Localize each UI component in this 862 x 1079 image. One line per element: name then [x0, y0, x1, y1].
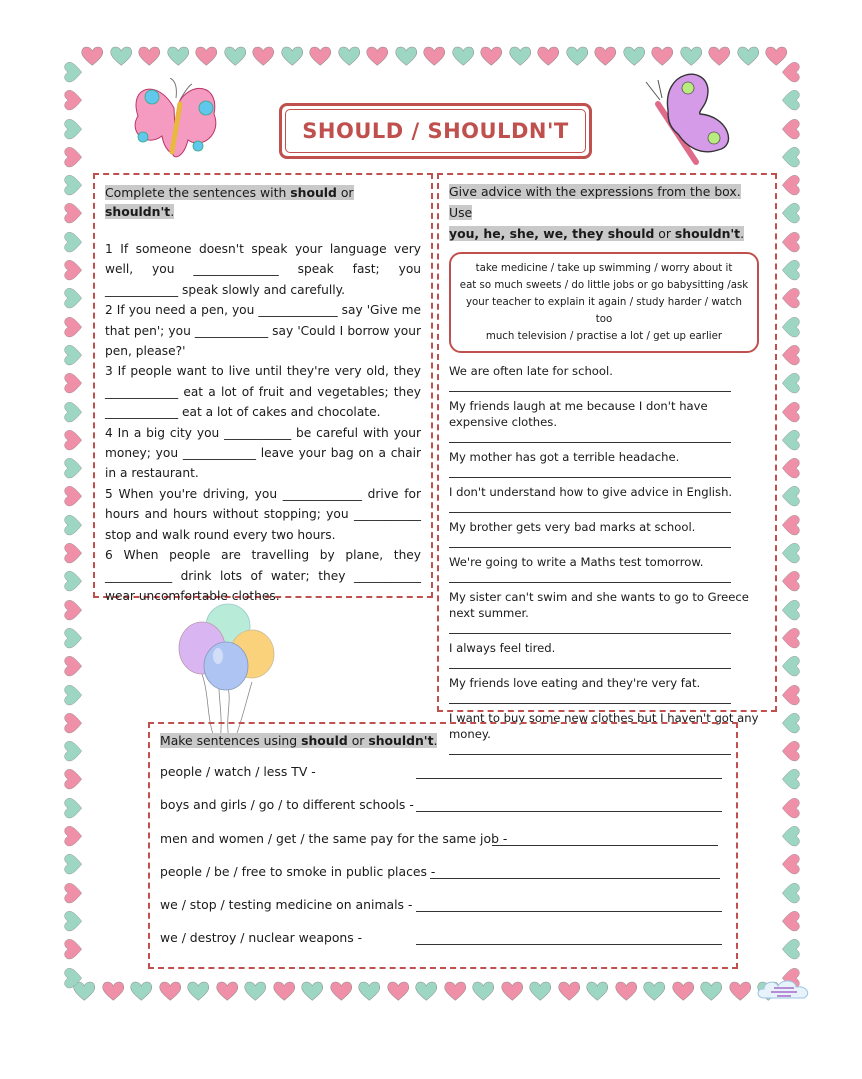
- heart-icon: [62, 935, 84, 963]
- heart-icon: [62, 482, 84, 510]
- exercise-1-item[interactable]: 5 When you're driving, you _____________ drive for hours and hours without stopping; you ___________ stop and walk round every two hours.: [105, 486, 421, 542]
- heart-icon: [780, 58, 802, 86]
- heart-icon: [780, 482, 802, 510]
- heart-icon: [583, 980, 612, 1002]
- heart-icon: [734, 45, 763, 67]
- heart-icon: [534, 45, 563, 67]
- heart-icon: [62, 624, 84, 652]
- heart-icon: [62, 850, 84, 878]
- heart-icon: [412, 980, 441, 1002]
- prompt-row: [160, 797, 722, 830]
- heart-icon: [648, 45, 677, 67]
- butterfly-pink-icon: [128, 78, 220, 166]
- heart-icon: [780, 171, 802, 199]
- heart-icon: [62, 341, 84, 369]
- exercise-1-item[interactable]: 1 If someone doesn't speak your language very well, you ______________ speak fast; you ____________ speak slowly and carefully.: [105, 242, 421, 297]
- instruction-or: or: [347, 733, 369, 748]
- instruction-line-1: Give advice with the expressions from the box. Use: [449, 184, 741, 220]
- situation-text: My friends love eating and they're very fat.: [449, 676, 701, 690]
- exercise-3-box: [148, 722, 738, 969]
- heart-icon: [99, 980, 128, 1002]
- exercise-1-item[interactable]: 4 In a big city you ___________ be careful with your money; you ____________ leave your bag on a chair in a restaurant.: [105, 425, 421, 481]
- situation-item: [449, 519, 767, 548]
- heart-icon: [306, 45, 335, 67]
- heart-icon: [392, 45, 421, 67]
- butterfly-purple-icon: [638, 70, 734, 166]
- heart-icon: [780, 765, 802, 793]
- situation-text: We're going to write a Maths test tomorrow.: [449, 555, 704, 569]
- heart-icon: [384, 980, 413, 1002]
- situation-item: [449, 640, 767, 669]
- exercise-2-instruction: [449, 181, 767, 244]
- situation-item: [449, 675, 767, 704]
- heart-icon: [780, 596, 802, 624]
- cloud-logo-icon: [756, 978, 812, 1004]
- heart-icon: [164, 45, 193, 67]
- heart-icon: [563, 45, 592, 67]
- heart-icon: [780, 228, 802, 256]
- heart-icon: [780, 511, 802, 539]
- heart-icon: [62, 652, 84, 680]
- heart-icon: [62, 58, 84, 86]
- heart-icon: [612, 980, 641, 1002]
- instruction-pronouns: you, he, she, we, they should: [449, 226, 655, 241]
- situation-item: [449, 363, 767, 392]
- word-box-line: much television / practise a lot / get up earlier: [485, 331, 723, 342]
- answer-line[interactable]: [449, 430, 731, 443]
- situation-item: [449, 554, 767, 583]
- heart-icon: [62, 454, 84, 482]
- heart-icon: [62, 737, 84, 765]
- heart-icon: [62, 398, 84, 426]
- heart-icon: [780, 115, 802, 143]
- heart-icon: [780, 454, 802, 482]
- situation-text: We are often late for school.: [449, 364, 613, 378]
- heart-icon: [62, 765, 84, 793]
- exercise-3-instruction: [160, 730, 722, 750]
- heart-icon: [780, 256, 802, 284]
- heart-icon: [506, 45, 535, 67]
- instruction-shouldnt: shouldn't: [105, 204, 171, 219]
- instruction-end: .: [170, 204, 175, 219]
- prompt-text: people / be / free to smoke in public places -: [160, 863, 436, 879]
- heart-icon: [726, 980, 755, 1002]
- heart-icon: [62, 794, 84, 822]
- prompt-text: men and women / get / the same pay for the same job -: [160, 830, 508, 846]
- situation-item: [449, 398, 767, 443]
- heart-icon: [62, 86, 84, 114]
- heart-icon: [62, 284, 84, 312]
- heart-icon: [441, 980, 470, 1002]
- heart-icon: [62, 681, 84, 709]
- situation-text: I want to buy some new clothes but I haven't got any money.: [449, 711, 759, 741]
- heart-icon: [449, 45, 478, 67]
- heart-icon: [780, 284, 802, 312]
- heart-icon: [669, 980, 698, 1002]
- heart-icon: [156, 980, 185, 1002]
- heart-icon: [420, 45, 449, 67]
- heart-icon: [62, 596, 84, 624]
- situation-text: My mother has got a terrible headache.: [449, 450, 680, 464]
- answer-line[interactable]: [449, 570, 731, 583]
- heart-border-right: [780, 58, 802, 992]
- heart-icon: [780, 652, 802, 680]
- title-inner-frame: [285, 109, 586, 153]
- situation-text: My brother gets very bad marks at school.: [449, 520, 696, 534]
- exercise-2-box: [437, 173, 777, 741]
- situation-text: I don't understand how to give advice in English.: [449, 485, 733, 499]
- exercise-1-item[interactable]: 3 If people want to live until they're very old, they ____________ eat a lot of fruit and vegetables; they ____________ eat a lot of cakes and chocolate.: [105, 364, 421, 420]
- heart-icon: [780, 681, 802, 709]
- heart-icon: [780, 143, 802, 171]
- word-box-line: your teacher to explain it again / study harder / watch too: [466, 297, 742, 325]
- page-title: SHOULD / SHOULDN'T: [302, 119, 569, 143]
- heart-icon: [62, 199, 84, 227]
- heart-icon: [640, 980, 669, 1002]
- heart-icon: [780, 398, 802, 426]
- heart-icon: [555, 980, 584, 1002]
- answer-line[interactable]: [492, 845, 718, 846]
- heart-icon: [355, 980, 384, 1002]
- heart-icon: [62, 879, 84, 907]
- situation-item: [449, 484, 767, 513]
- answer-line[interactable]: [416, 944, 722, 945]
- instruction-shouldnt: shouldn't: [368, 733, 434, 748]
- heart-border-left: [62, 58, 84, 992]
- heart-icon: [780, 567, 802, 595]
- heart-icon: [62, 228, 84, 256]
- heart-icon: [335, 45, 364, 67]
- heart-icon: [62, 426, 84, 454]
- answer-line[interactable]: [416, 778, 722, 779]
- prompt-row: [160, 764, 722, 797]
- answer-line[interactable]: [416, 811, 722, 812]
- heart-icon: [780, 539, 802, 567]
- instruction-or: or: [336, 185, 354, 200]
- heart-icon: [780, 907, 802, 935]
- heart-border-bottom: [70, 980, 783, 1002]
- answer-line[interactable]: [449, 621, 731, 634]
- prompt-row: [160, 930, 722, 963]
- heart-icon: [780, 369, 802, 397]
- heart-icon: [62, 511, 84, 539]
- heart-icon: [780, 709, 802, 737]
- situation-text: My friends laugh at me because I don't have expensive clothes.: [449, 399, 708, 429]
- heart-icon: [327, 980, 356, 1002]
- instruction-should: should: [290, 185, 337, 200]
- heart-icon: [298, 980, 327, 1002]
- heart-icon: [780, 935, 802, 963]
- prompt-text: boys and girls / go / to different schools -: [160, 797, 414, 813]
- heart-icon: [62, 907, 84, 935]
- heart-icon: [780, 199, 802, 227]
- heart-icon: [780, 794, 802, 822]
- heart-icon: [498, 980, 527, 1002]
- heart-icon: [591, 45, 620, 67]
- heart-icon: [241, 980, 270, 1002]
- heart-icon: [526, 980, 555, 1002]
- prompt-row: [160, 831, 722, 864]
- situations-list: [449, 363, 767, 755]
- heart-icon: [780, 737, 802, 765]
- exercise-1-instruction: [105, 183, 421, 221]
- heart-icon: [184, 980, 213, 1002]
- answer-line[interactable]: [449, 535, 731, 548]
- heart-icon: [135, 45, 164, 67]
- heart-icon: [469, 980, 498, 1002]
- answer-line[interactable]: [416, 911, 722, 912]
- instruction-text: Make sentences using: [160, 733, 302, 748]
- heart-icon: [477, 45, 506, 67]
- prompt-row: [160, 864, 722, 897]
- instruction-should: should: [301, 733, 348, 748]
- heart-icon: [780, 341, 802, 369]
- heart-icon: [780, 850, 802, 878]
- prompt-row: [160, 897, 722, 930]
- heart-border-top: [78, 45, 791, 67]
- title-frame: [279, 103, 592, 159]
- instruction-or: or: [654, 226, 675, 241]
- heart-icon: [249, 45, 278, 67]
- heart-icon: [780, 822, 802, 850]
- expressions-word-box: [449, 252, 759, 353]
- heart-icon: [278, 45, 307, 67]
- heart-icon: [705, 45, 734, 67]
- answer-line[interactable]: [449, 691, 731, 704]
- situation-text: My sister can't swim and she wants to go to Greece next summer.: [449, 590, 749, 620]
- heart-icon: [780, 86, 802, 114]
- balloons-icon: [176, 602, 280, 742]
- heart-icon: [62, 313, 84, 341]
- exercise-1-item[interactable]: 6 When people are travelling by plane, they ___________ drink lots of water; they ___________ wear uncomfortable clothes.: [105, 548, 421, 603]
- heart-icon: [62, 256, 84, 284]
- heart-icon: [192, 45, 221, 67]
- situation-text: I always feel tired.: [449, 641, 556, 655]
- heart-icon: [697, 980, 726, 1002]
- heart-icon: [62, 709, 84, 737]
- heart-icon: [62, 115, 84, 143]
- word-box-line: eat so much sweets / do little jobs or go babysitting /ask: [459, 280, 749, 291]
- heart-icon: [213, 980, 242, 1002]
- situation-item: [449, 589, 767, 634]
- heart-icon: [107, 45, 136, 67]
- prompt-text: we / destroy / nuclear weapons -: [160, 930, 363, 946]
- situation-item: [449, 449, 767, 478]
- instruction-end: .: [740, 226, 745, 241]
- heart-icon: [62, 369, 84, 397]
- heart-icon: [780, 313, 802, 341]
- heart-icon: [221, 45, 250, 67]
- heart-icon: [780, 624, 802, 652]
- word-box-line: take medicine / take up swimming / worry about it: [475, 263, 733, 274]
- heart-icon: [62, 822, 84, 850]
- exercise-1-item[interactable]: 2 If you need a pen, you _____________ say 'Give me that pen'; you ____________ say 'Could I borrow your pen, please?': [105, 303, 421, 359]
- prompt-text: we / stop / testing medicine on animals -: [160, 897, 413, 913]
- heart-icon: [62, 171, 84, 199]
- heart-icon: [62, 539, 84, 567]
- heart-icon: [62, 567, 84, 595]
- heart-icon: [677, 45, 706, 67]
- heart-icon: [62, 143, 84, 171]
- heart-icon: [363, 45, 392, 67]
- instruction-end: .: [433, 733, 438, 748]
- heart-icon: [270, 980, 299, 1002]
- answer-line[interactable]: [449, 656, 731, 669]
- instruction-shouldnt: shouldn't: [674, 226, 741, 241]
- heart-icon: [620, 45, 649, 67]
- heart-icon: [62, 964, 84, 992]
- instruction-text: Complete the sentences with: [105, 185, 291, 200]
- answer-line[interactable]: [449, 379, 731, 392]
- answer-line[interactable]: [430, 878, 720, 879]
- answer-line[interactable]: [449, 465, 731, 478]
- exercise-1-box: [93, 173, 433, 603]
- prompt-text: people / watch / less TV -: [160, 764, 316, 779]
- heart-icon: [127, 980, 156, 1002]
- heart-icon: [780, 426, 802, 454]
- heart-icon: [780, 879, 802, 907]
- answer-line[interactable]: [449, 500, 731, 513]
- exercise-1-items: [105, 239, 421, 606]
